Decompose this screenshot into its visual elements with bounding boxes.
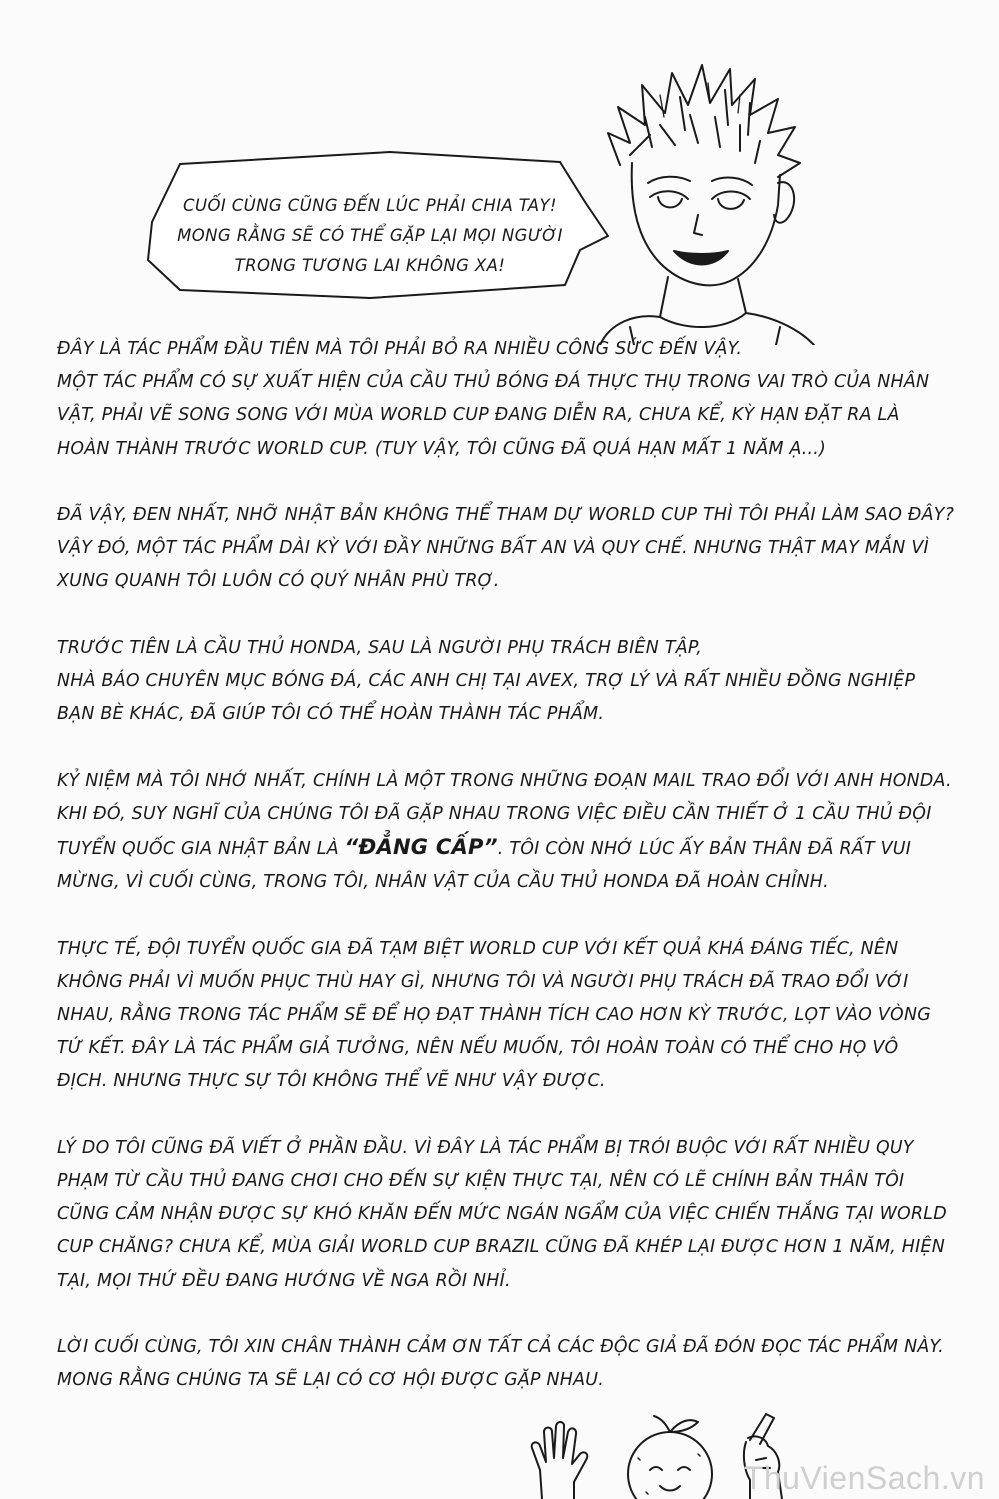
text-line-with-emphasis bbox=[57, 831, 972, 866]
text-line: THỰC TẾ, ĐỘI TUYỂN QUỐC GIA ĐÃ TẠM BIỆT WORLD CUP VỚI KẾT QUẢ KHÁ ĐÁNG TIẾC, NÊN bbox=[57, 938, 899, 959]
text-line: LỜI CUỐI CÙNG, TÔI XIN CHÂN THÀNH CẢM ƠN TẤT CẢ CÁC ĐỘC GIẢ ĐÃ ĐÓN ĐỌC TÁC PHẨM NÀY. bbox=[57, 1337, 944, 1357]
text-line: LÝ DO TÔI CŨNG ĐÃ VIẾT Ở PHẦN ĐẦU. VÌ ĐÂY LÀ TÁC PHẨM BỊ TRÓI BUỘC VỚI RẤT NHIỀU QUY bbox=[57, 1137, 914, 1158]
paragraph bbox=[57, 632, 972, 732]
text-line: NHÀ BÁO CHUYÊN MỤC BÓNG ĐÁ, CÁC ANH CHỊ TẠI AVEX, TRỢ LÝ VÀ RẤT NHIỀU ĐỒNG NGHIỆP bbox=[57, 671, 916, 691]
text-line: MỘT TÁC PHẨM CÓ SỰ XUẤT HIỆN CỦA CẦU THỦ BÓNG ĐÁ THỰC THỤ TRONG VAI TRÒ CỦA NHÂN bbox=[57, 372, 930, 393]
text-line: PHẠM TỪ CẦU THỦ ĐANG CHƠI CHO ĐẾN SỰ KIỆN THỰC TẠI, NÊN CÓ LẼ CHÍNH BẢN THÂN TÔI bbox=[57, 1171, 905, 1191]
text-line: ĐỊCH. NHƯNG THỰC SỰ TÔI KHÔNG THỂ VẼ NHƯ VẬY ĐƯỢC. bbox=[57, 1071, 606, 1092]
text-line: ĐÃ VẬY, ĐEN NHẤT, NHỠ NHẬT BẢN KHÔNG THỂ THAM DỰ WORLD CUP THÌ TÔI PHẢI LÀM SAO ĐÂY? bbox=[57, 505, 955, 525]
text-line: KỶ NIỆM MÀ TÔI NHỚ NHẤT, CHÍNH LÀ MỘT TRONG NHỮNG ĐOẠN MAIL TRAO ĐỔI VỚI ANH HONDA. bbox=[57, 770, 952, 791]
paragraph bbox=[57, 1132, 972, 1298]
speech-bubble-text bbox=[160, 191, 580, 281]
text-line: MONG RẰNG CHÚNG TA SẼ LẠI CÓ CƠ HỘI ĐƯỢC GẶP NHAU. bbox=[57, 1370, 604, 1391]
text-line: KHÔNG PHẢI VÌ MUỐN PHỤC THÙ HAY GÌ, NHƯNG TÔI VÀ NGƯỜI PHỤ TRÁCH ĐÃ TRAO ĐỔI VỚI bbox=[57, 971, 909, 992]
paragraph bbox=[57, 933, 972, 1099]
text-line: VẬT, PHẢI VẼ SONG SONG VỚI MÙA WORLD CUP ĐANG DIỄN RA, CHƯA KỂ, KỲ HẠN ĐẶT RA LÀ bbox=[57, 405, 900, 426]
text-line: CUP CHĂNG? CHƯA KỂ, MÙA GIẢI WORLD CUP BRAZIL CŨNG ĐÃ KHÉP LẠI ĐƯỢC HƠN 1 NĂM, HIỆN bbox=[57, 1237, 945, 1258]
text-line: XUNG QUANH TÔI LUÔN CÓ QUÝ NHÂN PHÙ TRỢ. bbox=[57, 571, 500, 592]
watermark-text: ThuVienSach.vn bbox=[743, 1460, 985, 1496]
text-line: CŨNG CẢM NHẬN ĐƯỢC SỰ KHÓ KHĂN ĐẾN MỨC NGÁN NGẨM CỦA VIỆC CHIẾN THẮNG TẠI WORLD bbox=[57, 1204, 947, 1225]
afterword-body bbox=[57, 333, 972, 1431]
paragraph bbox=[57, 765, 972, 900]
bubble-line: CUỐI CÙNG CŨNG ĐẾN LÚC PHẢI CHIA TAY! bbox=[183, 196, 557, 215]
text-line: KHI ĐÓ, SUY NGHĨ CỦA CHÚNG TÔI ĐÃ GẶP NHAU TRONG VIỆC ĐIỀU CẦN THIẾT Ở 1 CẦU THỦ ĐỘI bbox=[57, 803, 932, 824]
emphasized-phrase: “ĐẲNG CẤP” bbox=[344, 835, 498, 859]
bubble-line: MONG RẰNG SẼ CÓ THỂ GẶP LẠI MỌI NGƯỜI bbox=[177, 226, 563, 245]
bubble-line: TRONG TƯƠNG LAI KHÔNG XA! bbox=[234, 256, 506, 275]
text-fragment: . TÔI CÒN NHỚ LÚC ẤY BẢN THÂN ĐÃ RẤT VUI bbox=[497, 839, 912, 859]
boy-character-icon bbox=[590, 55, 820, 345]
text-line: VẬY ĐÓ, MỘT TÁC PHẨM DÀI KỲ VỚI ĐẦY NHỮNG BẤT AN VÀ QUY CHẾ. NHƯNG THẬT MAY MẮN VÌ bbox=[57, 538, 929, 559]
text-line: NHAU, RẰNG TRONG TÁC PHẨM SẼ ĐỂ HỌ ĐẠT THÀNH TÍCH CAO HƠN KỲ TRƯỚC, LỌT VÀO VÒNG bbox=[57, 1005, 931, 1025]
text-line: TRƯỚC TIÊN LÀ CẦU THỦ HONDA, SAU LÀ NGƯỜI PHỤ TRÁCH BIÊN TẬP, bbox=[57, 637, 702, 658]
text-fragment: TUYỂN QUỐC GIA NHẬT BẢN LÀ bbox=[57, 839, 345, 859]
text-line: HOÀN THÀNH TRƯỚC WORLD CUP. (TUY VẬY, TÔI CŨNG ĐÃ QUÁ HẠN MẤT 1 NĂM Ạ...) bbox=[57, 438, 827, 459]
text-line: BẠN BÈ KHÁC, ĐÃ GIÚP TÔI CÓ THỂ HOÀN THÀNH TÁC PHẨM. bbox=[57, 704, 605, 725]
waving-hand-icon bbox=[532, 1422, 588, 1499]
orange-fruit-icon bbox=[628, 1416, 712, 1499]
paragraph bbox=[57, 333, 972, 466]
text-line: ĐÂY LÀ TÁC PHẨM ĐẦU TIÊN MÀ TÔI PHẢI BỎ RA NHIỀU CÔNG SỨC ĐẾN VẬY. bbox=[57, 339, 743, 359]
paragraph bbox=[57, 499, 972, 599]
text-line: MỪNG, VÌ CUỐI CÙNG, TRONG TÔI, NHÂN VẬT CỦA CẦU THỦ HONDA ĐÃ HOÀN CHỈNH. bbox=[57, 872, 829, 893]
text-line: TỨ KẾT. ĐÂY LÀ TÁC PHẨM GIẢ TƯỞNG, NÊN NẾU MUỐN, TÔI HOÀN TOÀN CÓ THỂ CHO HỌ VÔ bbox=[57, 1038, 899, 1059]
text-line: TẠI, MỌI THỨ ĐỀU ĐANG HƯỚNG VỀ NGA RỒI NHỈ. bbox=[57, 1270, 511, 1291]
paragraph bbox=[57, 1331, 972, 1397]
